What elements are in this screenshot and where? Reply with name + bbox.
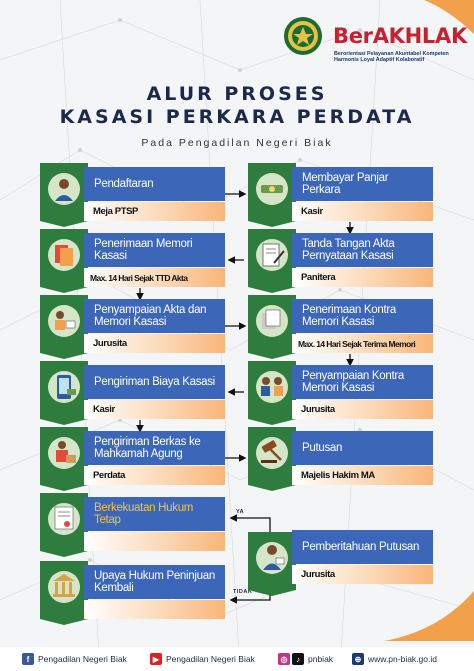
step-title: Pengiriman Berkas ke Mahkamah Agung: [84, 431, 225, 465]
handshake-money-icon: [248, 163, 296, 227]
step-actor-bar: [84, 532, 225, 551]
footer-facebook-text: Pengadilan Negeri Biak: [38, 654, 127, 664]
footer-youtube-text: Pengadilan Negeri Biak: [166, 654, 255, 664]
step-membayar-panjar: [248, 167, 433, 222]
instagram-icon: ◎: [278, 653, 290, 665]
step-title: Putusan: [292, 431, 433, 465]
step-title: Upaya Hukum Peninjuan Kembali: [84, 565, 225, 599]
step-tanda-tangan-akta: [248, 233, 433, 288]
tiktok-icon: ♪: [292, 653, 304, 665]
footer-youtube[interactable]: [150, 653, 255, 665]
step-putusan: [248, 431, 433, 486]
step-actor: Max. 14 Hari Sejak TTD Akta: [84, 268, 225, 287]
footer-social[interactable]: [278, 653, 333, 665]
court-seal-icon: [283, 16, 323, 56]
step-penerimaan-memori: [40, 233, 225, 288]
step-actor: Kasir: [292, 202, 433, 221]
courier-package-icon: [40, 427, 88, 491]
stacked-documents-icon: [248, 295, 296, 359]
documents-icon: [40, 229, 88, 293]
flow-label-no: TIDAK: [233, 589, 253, 595]
youtube-icon: ▶: [150, 653, 162, 665]
berakhlak-tagline: Berorientasi Pelayanan Akuntabel Kompeten Harmonis Loyal Adaptif Kolaboratif: [334, 51, 449, 64]
step-actor: Majelis Hakim MA: [292, 466, 433, 485]
step-title: Berkekuatan Hukum Tetap: [84, 497, 225, 531]
step-title: Membayar Panjar Perkara: [292, 167, 433, 201]
gavel-icon: [248, 427, 296, 491]
step-actor: Jurusita: [292, 400, 433, 419]
step-title: Pengiriman Biaya Kasasi: [84, 365, 225, 399]
header-logos: [283, 12, 468, 72]
footer-bar: [0, 647, 474, 671]
handover-icon: [248, 361, 296, 425]
page-title-line1: ALUR PROSES: [146, 83, 328, 105]
person-icon: [40, 163, 88, 227]
page-title-line2: KASASI PERKARA PERDATA: [59, 106, 415, 128]
footer-facebook[interactable]: [22, 653, 127, 665]
step-actor: Jurusita: [292, 565, 433, 584]
step-actor: Max. 14 Hari Sejak Terima Memori: [292, 334, 433, 353]
signing-document-icon: [248, 229, 296, 293]
step-actor: Jurusita: [84, 334, 225, 353]
delivery-person-icon: [40, 295, 88, 359]
step-actor: Kasir: [84, 400, 225, 419]
step-title: Penerimaan Kontra Memori Kasasi: [292, 299, 433, 333]
step-pengiriman-berkas: [40, 431, 225, 486]
step-berkekuatan-hukum-tetap: [40, 497, 225, 552]
step-title: Penyampaian Akta dan Memori Kasasi: [84, 299, 225, 333]
globe-icon: ⊕: [352, 653, 364, 665]
flow-label-yes: YA: [236, 509, 245, 515]
footer-social-text: pnbiak: [308, 654, 334, 664]
step-actor: Perdata: [84, 466, 225, 485]
step-actor: Panitera: [292, 268, 433, 287]
certificate-icon: [40, 493, 88, 557]
footer-website[interactable]: [352, 653, 437, 665]
facebook-icon: f: [22, 653, 34, 665]
footer-website-text: www.pn-biak.go.id: [368, 654, 437, 664]
step-title: Pendaftaran: [84, 167, 225, 201]
step-title: Pemberitahuan Putusan: [292, 530, 433, 564]
step-title: Tanda Tangan Akta Pernyataan Kasasi: [292, 233, 433, 267]
step-pendaftaran: [40, 167, 225, 222]
step-actor-bar: [84, 600, 225, 619]
page-subtitle: Pada Pengadilan Negeri Biak: [141, 137, 333, 149]
step-penerimaan-kontra-memori: [248, 299, 433, 354]
messenger-icon: [248, 532, 296, 596]
step-penyampaian-akta: [40, 299, 225, 354]
step-penyampaian-kontra-memori: [248, 365, 433, 420]
step-actor: Meja PTSP: [84, 202, 225, 221]
step-pengiriman-biaya: [40, 365, 225, 420]
berakhlak-logo-text: BerAKHLAK: [333, 24, 467, 48]
step-upaya-hukum: [40, 565, 225, 620]
step-pemberitahuan-putusan: [248, 530, 433, 585]
payment-phone-icon: [40, 361, 88, 425]
step-title: Penyampaian Kontra Memori Kasasi: [292, 365, 433, 399]
step-title: Penerimaan Memori Kasasi: [84, 233, 225, 267]
courthouse-icon: [40, 561, 88, 625]
corner-decoration-bottom: [384, 591, 474, 641]
